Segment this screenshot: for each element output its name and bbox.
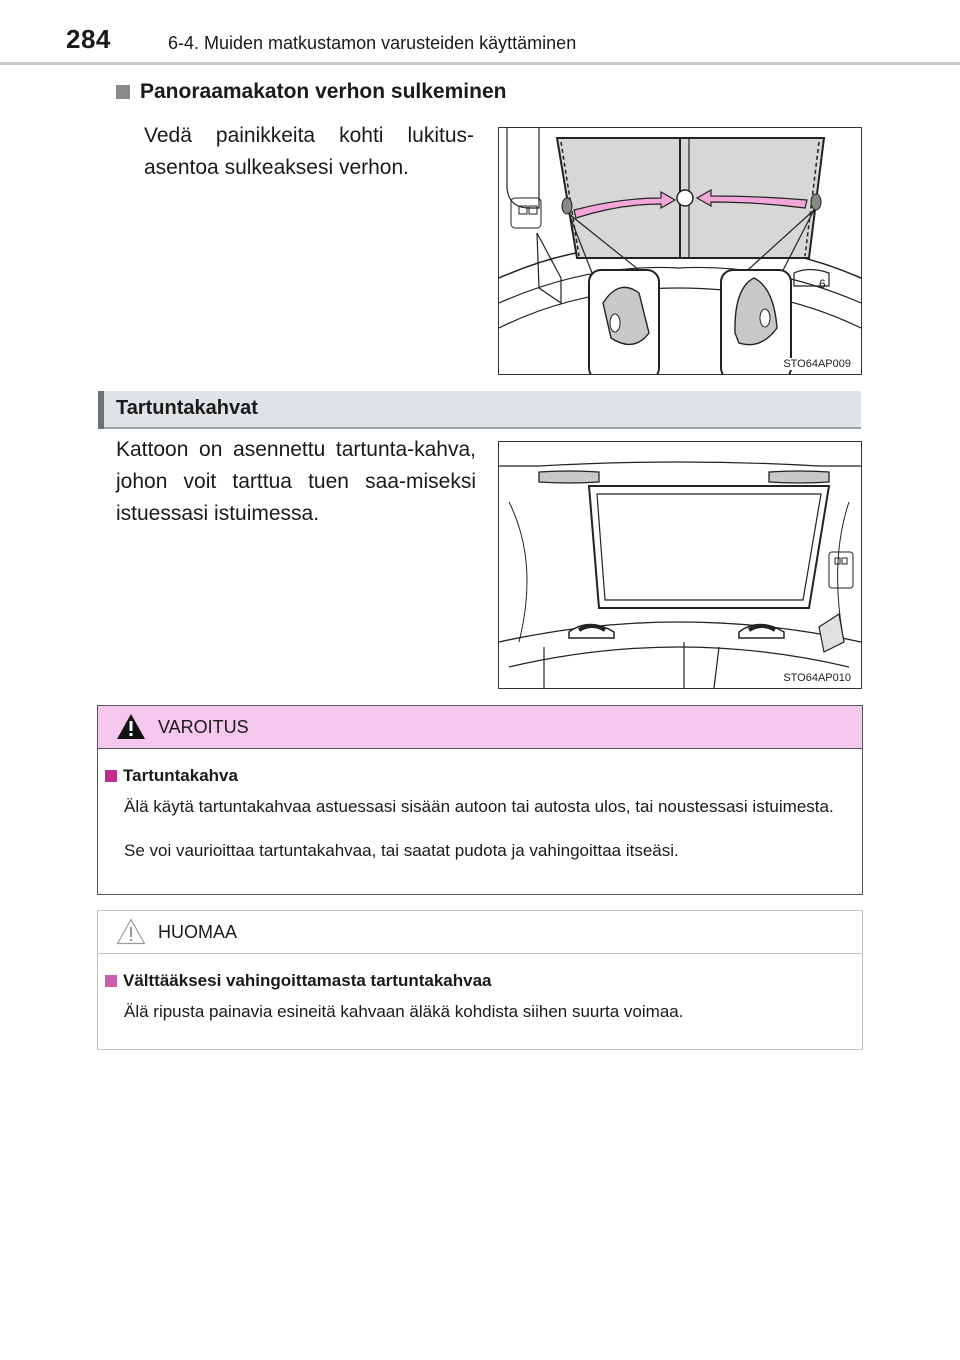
figure-code: STO64AP010: [783, 672, 851, 684]
square-bullet-icon: [105, 975, 117, 987]
section-title-bar: [98, 391, 861, 429]
warning-triangle-icon: [116, 713, 146, 740]
grab-handles-drawing: [499, 442, 861, 688]
chapter-title: 6-4. Muiden matkustamon varusteiden käyttäminen: [168, 33, 577, 53]
warning-title: VAROITUS: [158, 717, 249, 737]
warning-paragraph-2: Se voi vaurioittaa tartuntakahvaa, tai saatat pudota ja vahingoittaa itseäsi.: [124, 841, 679, 860]
subsection-heading: [116, 80, 506, 104]
notice-paragraph: Älä ripusta painavia esineitä kahvaan äläkä kohdista siihen suurta voimaa.: [124, 1002, 684, 1021]
warning-subheading-text: Tartuntakahva: [123, 766, 238, 785]
warning-box: [97, 705, 863, 895]
notice-subheading-text: Välttääksesi vahingoittamasta tartuntakahvaa: [123, 971, 492, 990]
notice-header: [98, 911, 862, 954]
sunroof-curtain-illustration: [498, 127, 862, 375]
notice-subheading: [105, 971, 491, 991]
warning-subheading: [105, 766, 238, 786]
header-rule: [0, 62, 960, 65]
warning-header: [98, 706, 862, 749]
closing-instructions: Vedä painikkeita kohti lukitus-asentoa sulkeaksesi verhon.: [144, 124, 474, 179]
sunroof-curtain-drawing: [499, 128, 861, 374]
notice-title: HUOMAA: [158, 922, 238, 942]
page-number: 284: [66, 24, 111, 54]
section-title: Tartuntakahvat: [116, 397, 258, 419]
subsection-heading-text: Panoraamakaton verhon sulkeminen: [140, 80, 507, 103]
section-accent: [98, 391, 104, 429]
grab-handles-illustration: [498, 441, 862, 689]
warning-paragraph-1: Älä käytä tartuntakahvaa astuessasi sisään autoon tai autosta ulos, tai noustessasi istuimesta.: [124, 797, 834, 816]
figure-code: STO64AP009: [783, 358, 851, 370]
handles-description: Kattoon on asennettu tartunta-kahva, johon voit tarttua tuen saa-miseksi istuessasi istuimessa.: [116, 438, 476, 525]
notice-box: [97, 910, 863, 1050]
caution-triangle-icon: [116, 918, 146, 945]
square-bullet-icon: [105, 770, 117, 782]
square-bullet-icon: [116, 85, 130, 99]
svg-text:6: 6: [819, 277, 826, 291]
